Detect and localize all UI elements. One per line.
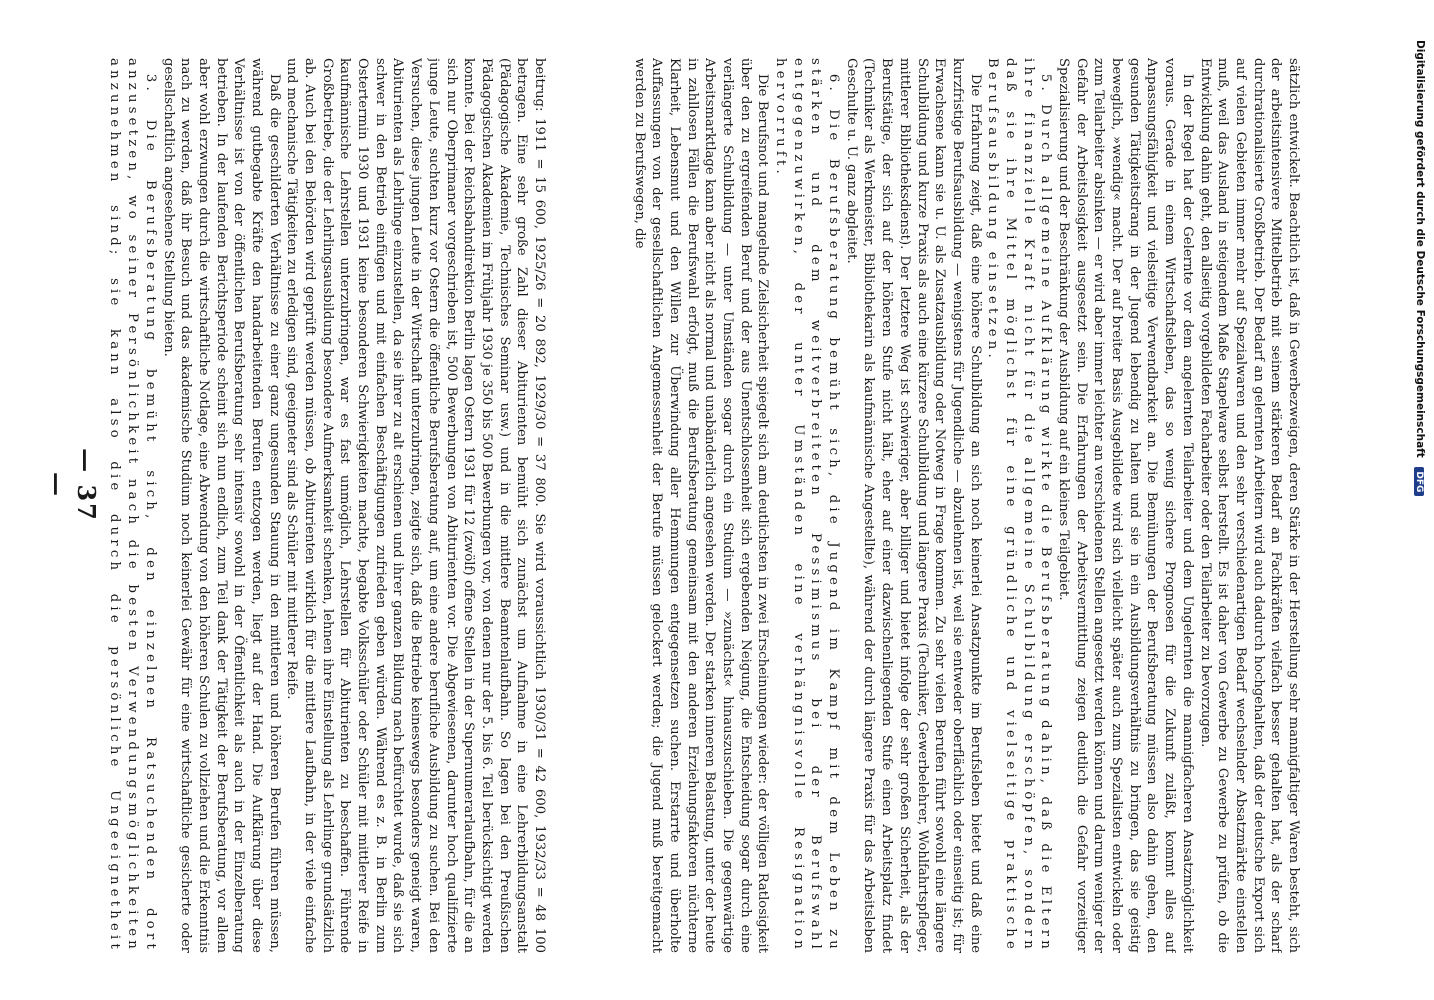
paragraph: Die Erfahrung zeigt, daß eine höhere Schulbildung an sich noch keinerlei Ansatzpunkte im Berufsleben bietet und daß eine kurzfristige Berufsausbildung — wenigstens für Jugendliche — abzulehnen ist, weil sie entweder oberflächlich oder einseitig ist; für Erwachsene kann sie u. U. als Zusatzausbildung oder Notweg in Frage kommen. Zu sehr vielen Berufen führt sowohl eine längere Schulbildung und kurze Praxis als auch eine kürzere Schulbildung und längere Praxis (Techniker, Gewerbelehrer, Wohlfahrtspfleger, mittlerer Bibliotheksdienst). Der letztere Weg ist schwieriger, aber billiger und bietet infolge der sehr großen Sicherheit, als der Berufstätige, der sich auf der höheren Stufe nicht hält, eher auf einer dazwischenliegenden Stufe einen Arbeitsplatz findet (Techniker als Werkmeister, Bibliothekarin als kaufmännische Angestellte), während der durch längere Praxis für das Arbeitsleben Geschulte u. U. ganz abgleitet. xyxy=(843,58,983,953)
paragraph: Daß die geschilderten Verhältnisse zu einer ganz ungesunden Stauung in den mittleren und höheren Berufen führen müssen, während gutbegabte Kräfte den handarbeitenden Berufen entzogen werden, liegt auf der Hand. Die Aufklärung über diese Verhältnisse ist von der öffentlichen Berufsberatung sehr intensiv sowohl in der Öffentlichkeit als auch in der Einzelberatung betrieben. In der laufenden Berichtsperiode scheint sich nun endlich, zum Teil dank der Tätigkeit der Berufsberatung, vor allem aber wohl erzwungen durch die wirtschaftliche Notlage, eine Abwendung von den höheren Schulen zu vollziehen und die Erkenntnis nach zu werden, daß ihr Besuch und das akademische Studium noch keinerlei Gewähr für eine wirtschaftliche gesicherte oder gesellschaftlich angesehene Stellung bieten. xyxy=(160,58,282,953)
dfg-logo-icon: DFG xyxy=(1414,467,1424,496)
paragraph: In der Regel hat der Gelernte vor dem angelernten Teilarbeiter und dem Ungelernten die mannigfacheren Ansatzmöglichkeit voraus. Gerade in einem Wirtschaftsleben, das so wenig sichere Prognosen für die Zukunft zuläßt, kommt alles auf Anpassungsfähigkeit und vielseitige Verwendbarkeit an. Die Bemühungen der Berufsberatung müssen also dahin gehen, den gesunden Tätigkeitsdrang in der Jugend lebendig zu halten und sie in ein Ausbildungsverhältnis zu bringen, das sie geistig beweglich, »wendig« macht. Der auf breiter Basis Ausgebildete wird sich vielleicht später auch zum Spezialisten entwickeln oder zum Teilarbeiter absinken — er wird aber immer leichter an verschiedenen Stellen angesetzt werden können und darum weniger der Gefahr der Arbeitslosigkeit ausgesetzt sein. Die Erfahrungen der Arbeitsvermittlung zeigen deutlich die Gefahr vorzeitiger Spezialisierung und der Beschränkung der Ausbildung auf ein kleines Teilgebiet. xyxy=(1056,58,1195,953)
digitization-credit-text: Digitalisierung gefördert durch die Deutsche Forschungsgemeinschaft xyxy=(1414,40,1426,458)
text-column-left xyxy=(108,58,548,953)
paragraph: 3. Die Berufsberatung bemüht sich, den einzelnen Ratsuchenden dort anzusetzen, wo seiner Persönlichkeit nach die besten Verwendungsmöglichkeiten anzunehmen sind; sie kann also die durch die persönliche Ungeeignetheit xyxy=(108,58,158,953)
paragraph: sätzlich entwickelt. Beachtlich ist, daß in Gewerbezweigen, deren Stärke in der Herstellung sehr mannigfaltiger Waren besteht, sich der arbeitsintensivere Mittelbetrieb mit seinem stärkeren Bedarf an Fachkräften vielfach besser gehalten hat, als der scharf durchrationalisierte Großbetrieb. Der Bedarf an gelernten Arbeitern wird auch dadurch hochgehalten, daß der deutsche Export sich auf vielen Gebieten immer mehr auf Spezialwaren und den sehr verschiedenartigen Bedarf wechselnder Absatzmärkte einstellen muß, weil das Ausland in steigendem Maße Stapelware selbst herstellt. Es ist daher von Gewerbe zu Gewerbe zu prüfen, ob die Entwicklung dahin geht, den allseitig vorgebildeten Facharbeiter oder den Teilarbeiter zu bevorzugen. xyxy=(1197,58,1301,953)
digitization-credit xyxy=(1414,40,1426,800)
paragraph: 6. Die Berufsberatung bemüht sich, die Jugend im Kampf mit dem Leben zu stärken und dem weitverbreiteten Pessimismus bei der Berufswahl entgegenzuwirken, der unter Umständen eine verhängnisvolle Resignation hervorruft. xyxy=(773,58,842,953)
paragraph: Die Berufsnot und mangelnde Zielsicherheit spiegelt sich am deutlichsten in zwei Erscheinungen wieder: der völligen Ratlosigkeit über den zu ergreifenden Beruf und der aus Unentschlossenheit sich ergebenden Neigung, die Entscheidung sogar durch eine verlängerte Schulbildung — unter Umständen sogar durch ein Studium — »zunächst« hinauszuschieben. Die gegenwärtige Arbeitsmarktlage kann aber nicht als normal und unabänderlich angesehen werden. Der starken inneren Belastung, unter der heute in zahllosen Fällen die Berufswahl erfolgt, muß die Berufsberatung gemeinsam mit den anderen Erziehungsfaktoren nüchterne Klarheit, Lebensmut und den Willen zur Überwindung aller Hemmungen entgegensetzen suchen. Erstarrte und überholte Auffassungen von der gesellschaftlichen Angemessenheit der Berufe müssen gelockert werden; die Jugend muß bereitgemacht werden zu Berufswegen, die xyxy=(631,58,771,953)
page-number: — 37 — xyxy=(43,448,101,522)
text-column-right xyxy=(602,58,1302,953)
paragraph: beitrug: 1911 = 15 600, 1925/26 = 20 892, 1929/30 = 37 800. Sie wird voraussichtlich 1930/31 = 42 600, 1932/33 = 48 100 betragen. Eine sehr große Zahl dieser Abiturienten bemüht sich zunächst um Aufnahme in eine Lehrerbildungsanstalt (Pädagogische Akademie, Technisches Seminar usw.) und in die mittlere Beamtenlaufbahn. So lagen bei den Preußischen Pädagogischen Akademien im Frühjahr 1930 je 350 bis 500 Bewerbungen vor, von denen nur der 5. bis 6. Teil berücksichtigt werden konnte. Bei der Reichsbahndirektion Berlin lagen Ostern 1931 für 12 (zwölf) offene Stellen in der Supernumerarlaufbahn, für die an sich nur Oberprimaner vorgeschrieben ist, 500 Bewerbungen von Abiturienten vor. Die Abgewiesenen, darunter hoch qualifizierte junge Leute, suchten kurz vor Ostern die öffentliche Berufsberatung auf, um eine andere berufliche Ausbildung zu suchen. Bei den Versuchen, diese jungen Leute in der Wirtschaft unterzubringen, zeigte sich, daß die Betriebe keineswegs besonders geneigt waren, Abiturienten als Lehrlinge einzustellen, da sie ihrer zu alt erschienen und ihrer ganzen Bildung nach befürchtet wurde, daß sie sich schwer in den Betrieb einfügen und mit einfachen Beschäftigungen zufrieden geben würden. Während es z. B. in Berlin zum Ostertermin 1930 und 1931 keine besonderen Schwierigkeiten machte, begabte Volksschüler oder Schüler mit mittlerer Reife in kaufmännische Lehrstellen unterzubringen, war es fast unmöglich, Lehrstellen für Abiturienten zu beschaffen. Führende Großbetriebe, die der Lehrlingsausbildung besondere Aufmerksamkeit schenken, lehnen ihre Einstellung als Lehrlinge grundsätzlich ab. Auch bei den Behörden wird geprüft werden müssen, ob Abiturienten wirklich für die mittlere Laufbahn, in der viele einfache und mechanische Tätigkeiten zu erledigen sind, geeigneter sind als Schüler mit mittlerer Reife. xyxy=(284,58,547,953)
paragraph: 5. Durch allgemeine Aufklärung wirkte die Berufsberatung dahin, daß die Eltern ihre finanzielle Kraft nicht für die allgemeine Schulbildung erschöpfen, sondern daß sie ihre Mittel möglichst für eine gründliche und vielseitige praktische Berufsausbildung einsetzen. xyxy=(985,58,1054,953)
